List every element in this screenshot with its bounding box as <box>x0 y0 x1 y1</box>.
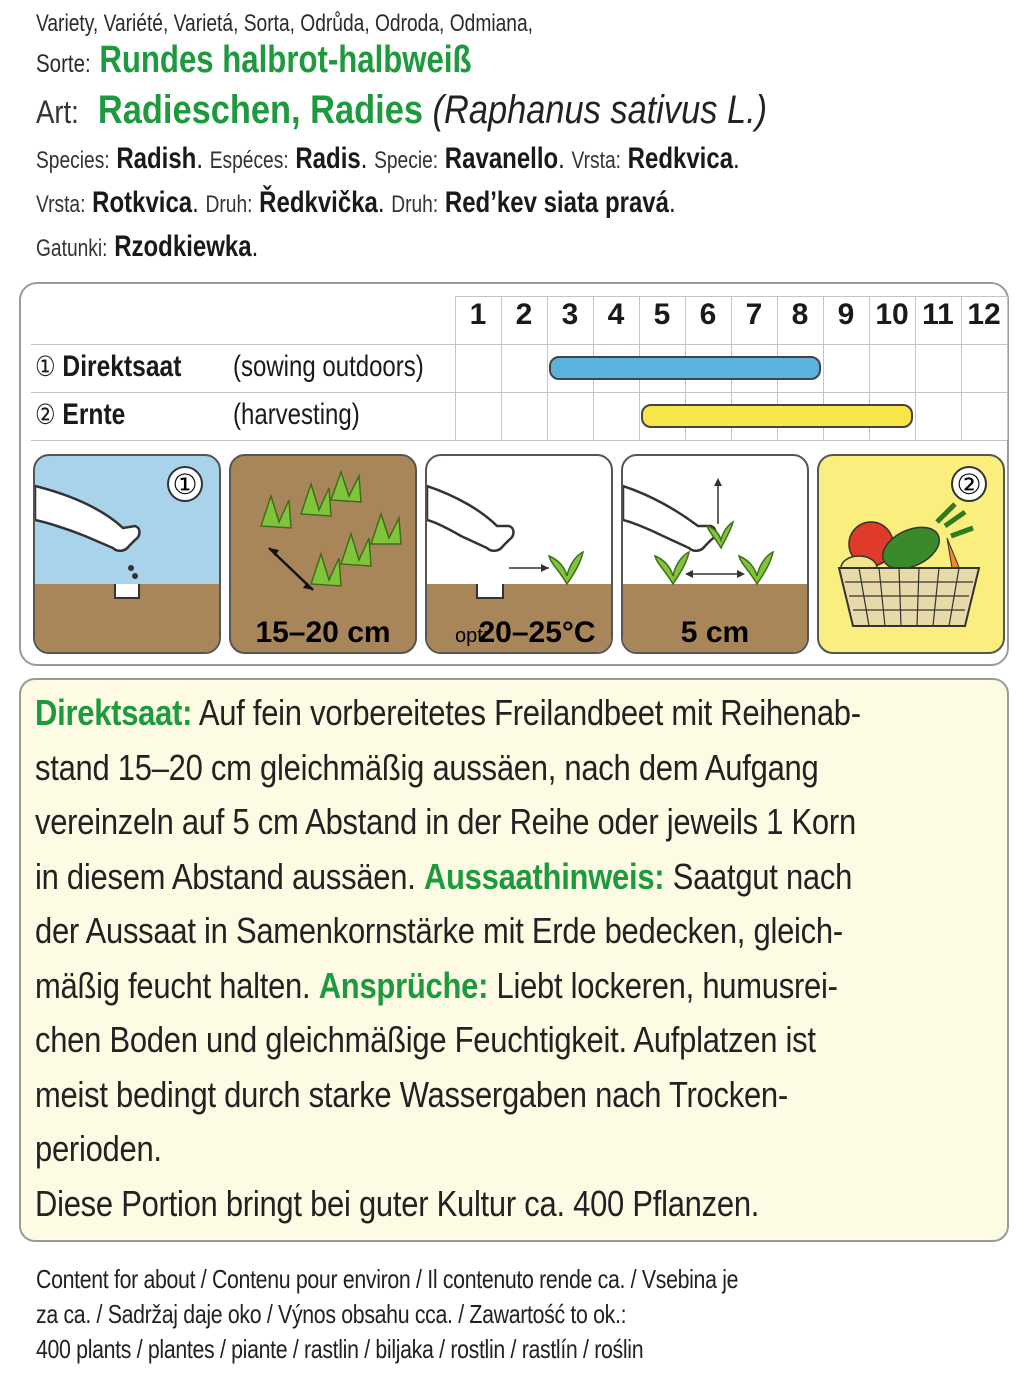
calendar-bar-harvest <box>641 404 913 428</box>
variety-languages <box>36 10 1006 38</box>
month-label: 4 <box>607 298 625 331</box>
species-label-en: Species: <box>36 147 110 174</box>
month-label: 10 <box>875 298 909 331</box>
badge-2: ② <box>956 468 982 501</box>
month-label: 7 <box>745 298 763 331</box>
variety-label: Variety, Variété, Varietá, Sorta, Odrůda, Odroda, Odmiana, <box>36 10 533 37</box>
instruction-text: chen Boden und gleichmäßige Feuchtigkeit. Aufplatzen ist <box>35 1019 816 1060</box>
month-label: 6 <box>699 298 717 331</box>
calendar-row-line <box>31 440 1007 441</box>
calendar-grid-line <box>1007 296 1008 440</box>
instruction-text: der Aussaat in Samenkornstärke mit Erde bedecken, gleich- <box>35 910 843 951</box>
row-number: ② <box>35 399 56 430</box>
month-label: 2 <box>515 298 533 331</box>
thinning-icon <box>623 456 807 652</box>
month-label: 8 <box>791 298 809 331</box>
species-sk: Red’kev siata pravá <box>444 186 669 219</box>
heading-aussaathinweis: Aussaathinweis: <box>423 855 665 897</box>
instruction-text: Liebt lockeren, humusrei- <box>488 964 838 1006</box>
month-label: 3 <box>561 298 579 331</box>
tile-thinning <box>621 454 809 654</box>
calendar-row-line <box>31 392 1007 393</box>
row-title: Ernte <box>62 398 126 431</box>
art-label: Art: <box>36 94 79 130</box>
species-it: Ravanello <box>444 142 559 175</box>
tile-harvest <box>817 454 1005 654</box>
heading-ansprueche: Ansprüche: <box>318 964 489 1006</box>
row-number: ① <box>35 351 56 382</box>
calendar-row-note: (sowing outdoors) <box>233 350 424 383</box>
species-translations-3: Gatunki: Rzodkiewka. <box>36 230 259 263</box>
species-fr: Radis <box>295 142 361 175</box>
variety-line <box>36 38 1006 86</box>
calendar-row-line <box>455 296 1007 297</box>
instruction-text: stand 15–20 cm gleichmäßig aussäen, nach dem Aufgang <box>35 746 819 788</box>
instruction-text: mäßig feucht halten. <box>35 964 319 1006</box>
species-label-pl: Gatunki: <box>36 235 108 262</box>
footer-line-1: Content for about / Contenu pour environ / Il contenuto rende ca. / Vsebina je <box>36 1264 739 1294</box>
species-label-sl: Vrsta: <box>571 147 621 174</box>
species-label-fr: Espéces: <box>209 147 289 174</box>
germination-temp-icon <box>427 456 611 652</box>
instruction-text: Auf fein vorbereitetes Freilandbeet mit Reihenab- <box>192 692 861 733</box>
footer-line-2: za ca. / Sadržaj daje oko / Výnos obsahu cca. / Zawartość to ok.: <box>36 1299 627 1329</box>
tile-sowing <box>33 454 221 654</box>
species-translations-2: Vrsta: Rotkvica. Druh: Ředkvička. Druh: Red’kev siata pravá. <box>36 186 676 219</box>
sowing-hand-icon <box>35 456 219 652</box>
species-translations-1: Species: Radish. Espéces: Radis. Specie: Ravanello. Vrsta: Redkvica. <box>36 142 740 175</box>
species-cs: Ředkvička <box>259 186 378 219</box>
tile-row-spacing <box>229 454 417 654</box>
instruction-text: vereinzeln auf 5 cm Abstand in der Reihe oder jeweils 1 Korn <box>35 801 856 842</box>
tile-label-row-spacing: 15–20 cm <box>255 616 391 649</box>
heading-direktsaat: Direktsaat: <box>35 692 193 733</box>
month-label: 11 <box>922 298 954 331</box>
instruction-text: Saatgut nach <box>664 855 853 897</box>
sowing-calendar-panel <box>19 282 1009 666</box>
tile-label-temperature: 20–25°C <box>478 616 596 649</box>
calendar-bar-sowing <box>549 356 821 380</box>
latin-name: (Raphanus sativus L.) <box>432 88 768 132</box>
instruction-text: perioden. <box>35 1128 162 1169</box>
sorte-label: Sorte: <box>36 50 91 78</box>
species-label-sk: Druh: <box>391 191 439 218</box>
tile-label-thinning: 5 cm <box>680 616 750 649</box>
badge-1: ① <box>172 468 198 501</box>
portion-yield-text: Diese Portion bringt bei guter Kultur ca. 400 Pflanzen. <box>35 1182 760 1224</box>
seed-packet-header <box>36 10 1006 270</box>
tile-temperature <box>425 454 613 654</box>
row-spacing-icon <box>231 456 415 652</box>
month-label: 5 <box>653 298 671 331</box>
species-hr: Rotkvica <box>92 186 193 219</box>
month-label: 9 <box>837 298 855 331</box>
calendar-row-note: (harvesting) <box>233 398 360 431</box>
species-sl: Redkvica <box>627 142 734 175</box>
footer-line-3: 400 plants / plantes / piante / rastlin / biljaka / rostlin / rastlín / roślin <box>36 1334 644 1364</box>
instruction-text: in diesem Abstand aussäen. <box>35 855 424 897</box>
variety-name: Rundes halbrot-halbweiß <box>99 39 472 81</box>
tile-label-opt: opt: <box>455 625 489 647</box>
month-label: 12 <box>967 298 1001 331</box>
species-label-cs: Druh: <box>205 191 253 218</box>
species-en: Radish <box>116 142 197 175</box>
sowing-instructions <box>19 678 1009 1242</box>
species-name: Radieschen, Radies <box>97 88 423 132</box>
species-label-hr: Vrsta: <box>36 191 86 218</box>
calendar-row-line <box>31 344 1007 345</box>
harvest-basket-icon <box>819 456 1003 652</box>
instruction-text: meist bedingt durch starke Wassergaben nach Trocken- <box>35 1073 788 1115</box>
calendar-row-label <box>35 350 214 384</box>
row-title: Direktsaat <box>62 350 182 383</box>
month-label: 1 <box>469 298 487 331</box>
species-line <box>36 86 1006 136</box>
species-label-it: Specie: <box>374 147 439 174</box>
species-pl: Rzodkiewka <box>114 230 252 263</box>
content-footer <box>36 1262 1006 1367</box>
calendar-row-label <box>35 398 145 432</box>
